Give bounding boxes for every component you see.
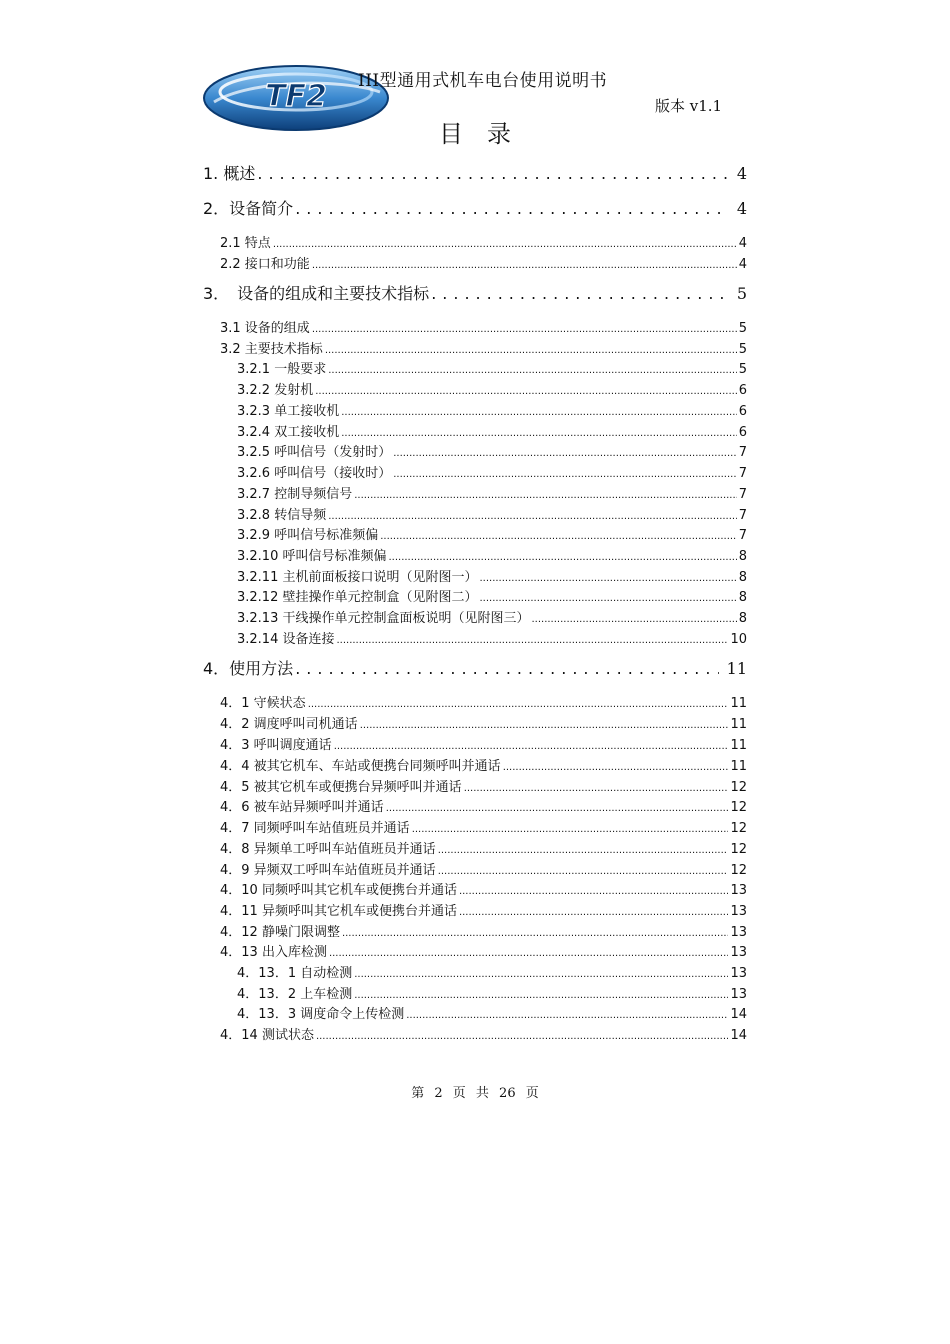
toc-page: 11: [730, 696, 747, 711]
toc-entry-3-2-9[interactable]: [237, 524, 747, 543]
toc-entry-4-13-3[interactable]: [237, 1003, 747, 1022]
toc-entry-4-13-1[interactable]: [237, 962, 747, 981]
toc-leader: [479, 593, 736, 604]
toc-entry-text: 4．3 呼叫调度通话: [220, 738, 332, 753]
toc-entry-text: 3.2.1 一般要求: [237, 362, 327, 377]
toc-entry-3-2-14[interactable]: [237, 628, 747, 647]
toc-page: 6: [738, 425, 747, 440]
toc-page: 13: [730, 945, 747, 960]
toc-entry-text: 3.2.11 主机前面板接口说明（见附图一）: [237, 570, 478, 585]
toc-page: 11: [730, 717, 747, 732]
toc-entry-text: 3.2.2 发射机: [237, 383, 314, 398]
toc-leader: [464, 783, 729, 794]
toc-entry-3-2-1[interactable]: [237, 358, 747, 377]
toc-leader: [459, 907, 729, 918]
toc-leader: [315, 386, 737, 397]
toc-entry-text: 3.2.4 双工接收机: [237, 425, 340, 440]
toc-page: 13: [730, 966, 747, 981]
toc-page: 7: [738, 445, 747, 460]
toc-leader: [334, 741, 729, 752]
toc-entry-4-12[interactable]: [220, 921, 747, 940]
toc-entry-text: 3.2.6 呼叫信号（接收时）: [237, 466, 392, 481]
toc-page: 4: [736, 199, 747, 218]
toc-page: 8: [738, 570, 747, 585]
toc-entry-text: 4．6 被车站异频呼叫并通话: [220, 800, 384, 815]
toc-page: 12: [730, 863, 747, 878]
toc-entry-text: 4．9 异频双工呼叫车站值班员并通话: [220, 863, 436, 878]
toc-page: 12: [730, 780, 747, 795]
toc-entry-text: 3.2.7 控制导频信号: [237, 487, 353, 502]
toc-entry-text: 3.2.14 设备连接: [237, 632, 335, 647]
toc-leader: [360, 720, 729, 731]
toc-entry-1[interactable]: [203, 161, 747, 184]
toc-page: 7: [738, 466, 747, 481]
toc-entry-3-2-3[interactable]: [237, 400, 747, 419]
toc-entry-3-2-4[interactable]: [237, 421, 747, 440]
toc-entry-3-2-5[interactable]: [237, 441, 747, 460]
toc-page: 4: [736, 164, 747, 183]
toc-entry-4-3[interactable]: [220, 734, 747, 753]
toc-leader: [312, 324, 737, 335]
toc-leader: [459, 886, 729, 897]
toc-entry-text: 3.2.10 呼叫信号标准频偏: [237, 549, 387, 564]
toc-leader: [341, 407, 737, 418]
toc-entry-3-2-8[interactable]: [237, 504, 747, 523]
toc-leader: [406, 1010, 728, 1021]
toc-page: 6: [738, 404, 747, 419]
toc-leader: [341, 428, 737, 439]
toc-page: 7: [738, 508, 747, 523]
toc-page: 14: [730, 1028, 747, 1043]
toc-entry-text: 4．7 同频呼叫车站值班员并通话: [220, 821, 410, 836]
toc-leader: [354, 490, 737, 501]
toc-page: 14: [730, 1007, 747, 1022]
toc-leader: [257, 164, 728, 183]
toc-entry-4-1[interactable]: [220, 692, 747, 711]
toc-page: 8: [738, 549, 747, 564]
toc-leader: [393, 448, 737, 459]
toc-entry-text: 4．8 异频单工呼叫车站值班员并通话: [220, 842, 436, 857]
toc-entry-text: 3.2.8 转信导频: [237, 508, 327, 523]
toc-page: 7: [738, 487, 747, 502]
toc-entry-4-13-2[interactable]: [237, 983, 747, 1002]
toc-entry-4-8[interactable]: [220, 838, 747, 857]
toc-leader: [393, 469, 737, 480]
toc-leader: [438, 845, 729, 856]
toc-entry-3[interactable]: [203, 281, 747, 304]
toc-entry-text: 3． 设备的组成和主要技术指标: [203, 284, 430, 303]
toc-entry-2-2[interactable]: [220, 253, 747, 272]
toc-entry-3-2[interactable]: [220, 338, 747, 357]
toc-page: 5: [738, 342, 747, 357]
toc-entry-4-10[interactable]: [220, 879, 747, 898]
toc-entry-text: 4．12 静噪门限调整: [220, 925, 340, 940]
toc-leader: [328, 511, 737, 522]
toc-entry-text: 4．13．2 上车检测: [237, 987, 353, 1002]
toc-entry-text: 4．10 同频呼叫其它机车或便携台并通话: [220, 883, 457, 898]
toc-leader: [354, 990, 728, 1001]
toc-entry-text: 1. 概述: [203, 164, 256, 183]
toc-leader: [438, 866, 729, 877]
toc-entry-4-7[interactable]: [220, 817, 747, 836]
toc-leader: [380, 531, 737, 542]
toc-leader: [503, 762, 729, 773]
toc-entry-3-2-7[interactable]: [237, 483, 747, 502]
toc-page: 11: [726, 659, 747, 678]
toc-page: 11: [730, 759, 747, 774]
toc-leader: [295, 659, 718, 678]
toc-entry-text: 3.2.13 干线操作单元控制盒面板说明（见附图三）: [237, 611, 530, 626]
toc-entry-2-1[interactable]: [220, 232, 747, 251]
toc-entry-4-13[interactable]: [220, 941, 747, 960]
toc-entry-text: 2.2 接口和功能: [220, 257, 310, 272]
toc-page: 5: [738, 362, 747, 377]
toc-entry-3-2-11[interactable]: [237, 566, 747, 585]
toc-page: 5: [736, 284, 747, 303]
logo-text: TF2: [265, 79, 327, 114]
toc-leader: [308, 699, 729, 710]
toc-entry-4-4[interactable]: [220, 755, 747, 774]
toc-leader: [479, 573, 736, 584]
toc-entry-text: 4．13．1 自动检测: [237, 966, 353, 981]
toc-entry-text: 4．13 出入库检测: [220, 945, 327, 960]
toc-leader: [273, 239, 737, 250]
toc-entry-text: 3.2.9 呼叫信号标准频偏: [237, 528, 379, 543]
toc-page: 12: [730, 821, 747, 836]
toc-page: 12: [730, 800, 747, 815]
toc-entry-3-1[interactable]: [220, 317, 747, 336]
toc-page: 8: [738, 590, 747, 605]
toc-leader: [342, 928, 729, 939]
toc-page: 8: [738, 611, 747, 626]
toc-entry-4-9[interactable]: [220, 859, 747, 878]
version-label: 版本 v1.1: [655, 97, 723, 115]
toc-entry-text: 4．13．3 调度命令上传检测: [237, 1007, 405, 1022]
toc-entry-text: 3.1 设备的组成: [220, 321, 310, 336]
toc-leader: [531, 614, 736, 625]
toc-leader: [295, 199, 729, 218]
toc-entry-3-2-2[interactable]: [237, 379, 747, 398]
toc-entry-3-2-6[interactable]: [237, 462, 747, 481]
toc-title: 目录: [439, 120, 535, 148]
toc-leader: [312, 260, 737, 271]
toc-entry-text: 3.2.12 壁挂操作单元控制盒（见附图二）: [237, 590, 478, 605]
toc-entry-4-14[interactable]: [220, 1024, 747, 1043]
toc-entry-text: 2．设备简介: [203, 199, 294, 218]
toc-entry-3-2-13[interactable]: [237, 607, 747, 626]
toc-entry-4-2[interactable]: [220, 713, 747, 732]
toc-entry-text: 4．2 调度呼叫司机通话: [220, 717, 358, 732]
toc-entry-text: 4．4 被其它机车、车站或便携台同频呼叫并通话: [220, 759, 501, 774]
toc-page: 13: [730, 925, 747, 940]
toc-entry-text: 3.2.3 单工接收机: [237, 404, 340, 419]
toc-entry-3-2-12[interactable]: [237, 586, 747, 605]
toc-page: 10: [730, 632, 747, 647]
toc-page: 6: [738, 383, 747, 398]
toc-entry-4-11[interactable]: [220, 900, 747, 919]
toc-entry-text: 2.1 特点: [220, 236, 271, 251]
toc-page: 7: [738, 528, 747, 543]
toc-leader: [386, 803, 729, 814]
toc-entry-text: 4．1 守候状态: [220, 696, 306, 711]
toc-entry-text: 4．11 异频呼叫其它机车或便携台并通话: [220, 904, 457, 919]
toc-entry-3-2-10[interactable]: [237, 545, 747, 564]
toc-leader: [336, 635, 728, 646]
toc-page: 13: [730, 883, 747, 898]
toc-entry-text: 4．5 被其它机车或便携台异频呼叫并通话: [220, 780, 462, 795]
toc-page: 13: [730, 987, 747, 1002]
toc-page: 12: [730, 842, 747, 857]
toc-entry-text: 3.2.5 呼叫信号（发射时）: [237, 445, 392, 460]
toc-page: 13: [730, 904, 747, 919]
document-header-title: III型通用式机车电台使用说明书: [358, 71, 608, 91]
toc-leader: [354, 969, 728, 980]
toc-page: 5: [738, 321, 747, 336]
toc-leader: [316, 1031, 729, 1042]
toc-leader: [325, 345, 737, 356]
toc-leader: [388, 552, 736, 563]
toc-page: 4: [738, 236, 747, 251]
toc-entry-4[interactable]: [203, 656, 747, 679]
toc-leader: [412, 824, 729, 835]
toc-entry-4-6[interactable]: [220, 796, 747, 815]
toc-entry-text: 4．14 测试状态: [220, 1028, 314, 1043]
toc-leader: [431, 284, 729, 303]
toc-entry-text: 4．使用方法: [203, 659, 294, 678]
toc-entry-4-5[interactable]: [220, 776, 747, 795]
page-footer: 第 2 页 共 26 页: [411, 1086, 539, 1101]
toc-leader: [329, 948, 729, 959]
toc-page: 11: [730, 738, 747, 753]
toc-page: 4: [738, 257, 747, 272]
toc-leader: [328, 365, 737, 376]
toc-entry-2[interactable]: [203, 196, 747, 219]
toc-entry-text: 3.2 主要技术指标: [220, 342, 323, 357]
